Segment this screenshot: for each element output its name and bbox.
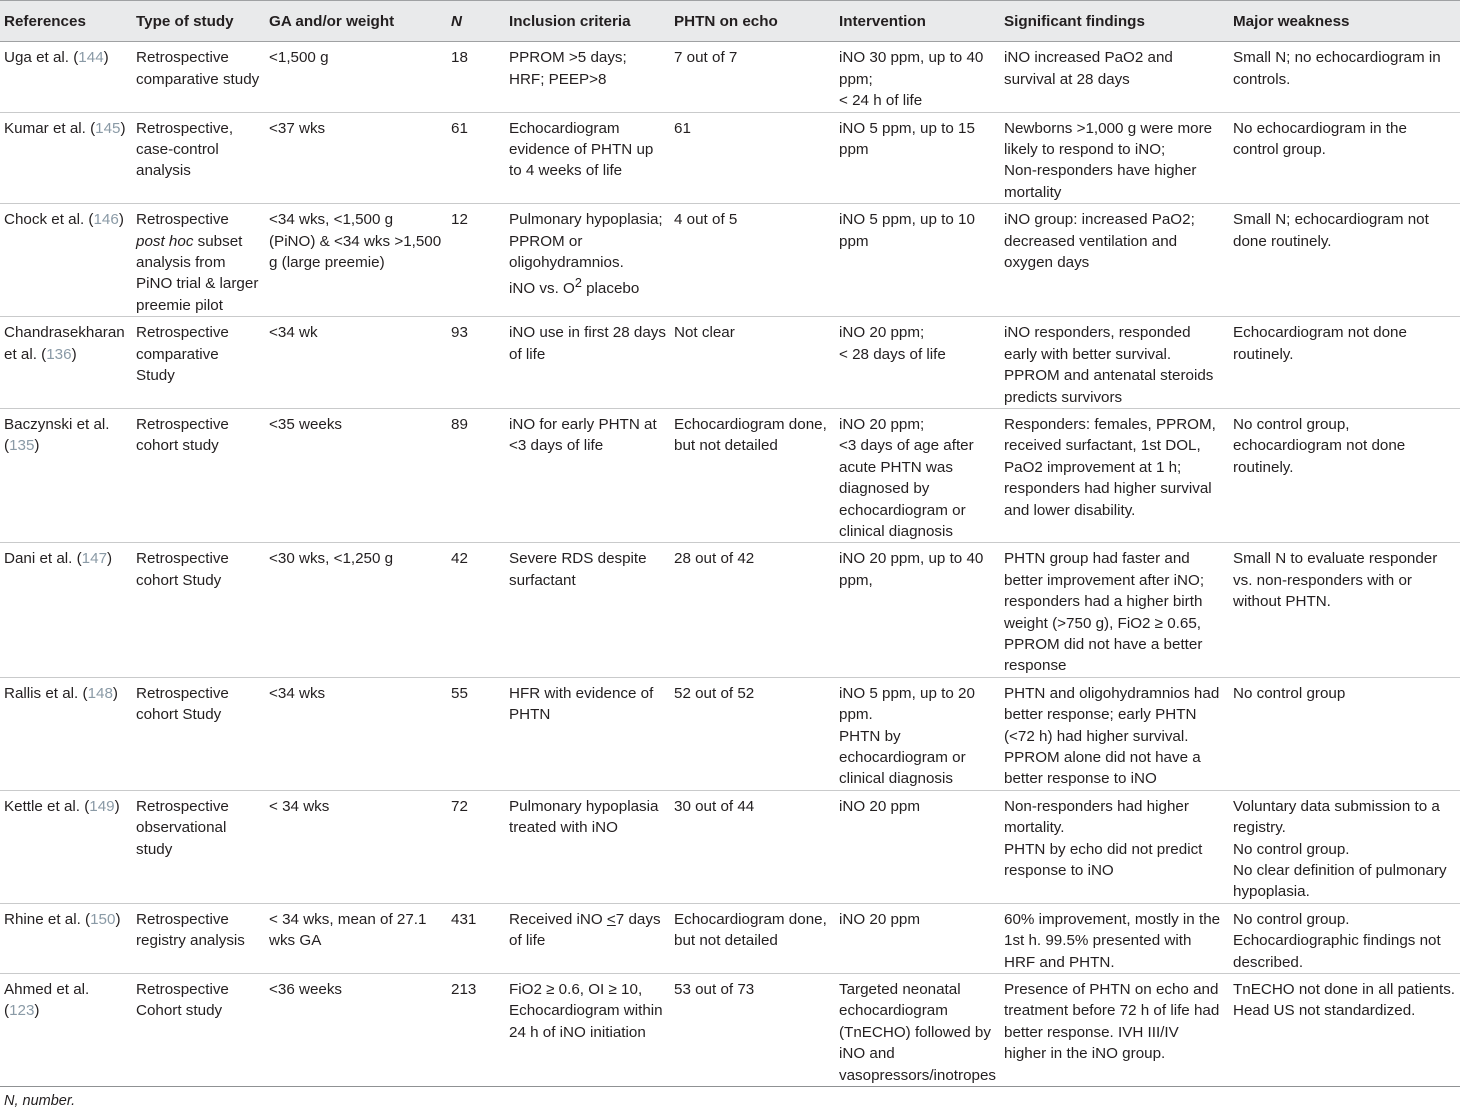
n-value: 213 [451,981,477,999]
n-value: 12 [451,211,468,229]
cell-inclusion-criteria [505,408,670,542]
cell-n [447,112,505,204]
header-references: References [0,1,132,42]
intervention-line: iNO 5 ppm, up to 15 ppm [839,119,975,159]
cell-inclusion-criteria [505,543,670,677]
table-header [0,1,1460,42]
n-value: 93 [451,324,468,342]
header-row [0,1,1460,42]
type-text: Retrospective comparative Study [136,324,229,385]
cell-type-of-study [132,42,265,112]
reference-author: Uga et al. ( [4,49,79,67]
cell-type-of-study [132,408,265,542]
reference-close-paren: ) [71,345,77,363]
cell-type-of-study [132,903,265,973]
header-intervention: Intervention [835,1,1000,42]
weakness-line: Voluntary data submission to a registry. [1233,797,1440,837]
cell-significant-findings [1000,790,1229,903]
header-major-weakness: Major weakness [1229,1,1460,42]
findings-line: Responders: females, PPROM, received surfactant, 1st DOL, PaO2 improvement at 1 h; responders had higher survival and lower disability. [1004,415,1216,519]
n-value: 55 [451,684,468,702]
header-n: N [447,1,505,42]
ga-text: <34 wks [269,684,326,702]
cell-phtn-on-echo [670,204,835,317]
cell-major-weakness [1229,112,1460,204]
findings-line: iNO group: increased PaO2; decreased ventilation and oxygen days [1004,211,1195,272]
cell-inclusion-criteria [505,790,670,903]
cell-intervention [835,677,1000,790]
cell-significant-findings [1000,204,1229,317]
findings-line: Non-responders had higher mortality. [1004,797,1189,837]
cell-phtn-on-echo [670,903,835,973]
findings-line: PPROM alone did not have a better response to iNO [1004,749,1201,788]
cell-major-weakness [1229,543,1460,677]
weakness-line: No control group [1233,684,1346,702]
ga-text: <1,500 g [269,49,329,67]
header-ga-weight: GA and/or weight [265,1,447,42]
findings-line: iNO increased PaO2 and survival at 28 days [1004,49,1173,88]
cell-reference [0,974,132,1087]
cell-type-of-study [132,112,265,204]
findings-line: PHTN and oligohydramnios had better response; early PHTN (<72 h) had higher survival. [1004,684,1220,745]
header-phtn-on-echo: PHTN on echo [670,1,835,42]
type-text: Retrospective cohort Study [136,550,229,589]
ga-text: <30 wks, <1,250 g [269,550,394,568]
cell-ga-weight [265,790,447,903]
phtn-text: 53 out of 73 [674,981,755,999]
intervention-line: <3 days of age after acute PHTN was diagnosed by echocardiogram or clinical diagnosis [839,437,974,540]
cell-type-of-study [132,204,265,317]
cell-major-weakness [1229,317,1460,409]
cell-significant-findings [1000,317,1229,409]
cell-phtn-on-echo [670,42,835,112]
superscript: 2 [574,276,582,291]
reference-author: Ahmed et al. ( [4,981,90,1020]
weakness-line: Small N; no echocardiogram in controls. [1233,49,1441,88]
weakness-line: Small N; echocardiogram not done routinely. [1233,211,1429,250]
n-value: 431 [451,910,477,928]
cell-inclusion-criteria [505,42,670,112]
type-text: Retrospective cohort Study [136,684,229,724]
header-type-of-study: Type of study [132,1,265,42]
intervention-line: iNO 30 ppm, up to 40 ppm; [839,49,984,88]
cell-n [447,974,505,1087]
table-row [0,42,1460,112]
type-text: Retrospective cohort study [136,415,229,455]
inclusion-text: Pulmonary hypoplasia treated with iNO [509,797,659,837]
cell-intervention [835,543,1000,677]
reference-number-link[interactable]: 135 [9,437,35,455]
intervention-line: < 28 days of life [839,345,946,363]
n-value: 72 [451,797,468,815]
ga-text: <37 wks [269,119,326,137]
cell-significant-findings [1000,974,1229,1087]
inclusion-underlined-symbol: < [606,910,616,928]
intervention-line: Targeted neonatal echocardiogram (TnECHO) followed by iNO and vasopressors/inotropes [839,981,997,1084]
phtn-text: Not clear [674,324,735,342]
cell-n [447,42,505,112]
inclusion-line: Pulmonary hypoplasia; PPROM or oligohydramnios. [509,211,663,272]
ga-text: <35 weeks [269,415,343,433]
inclusion-text: Echocardiogram evidence of PHTN up to 4 weeks of life [509,119,654,180]
phtn-text: 30 out of 44 [674,797,755,815]
findings-line: PHTN group had faster and better improvement after iNO; responders had a higher birth weight (>750 g), FiO2 ≥ 0.65, PPROM did not have a better response [1004,550,1205,675]
cell-intervention [835,204,1000,317]
type-text-post: subset analysis from PiNO trial & larger preemie pilot [136,232,259,314]
cell-significant-findings [1000,42,1229,112]
cell-type-of-study [132,790,265,903]
weakness-line: No clear definition of pulmonary hypoplasia. [1233,862,1447,901]
cell-reference [0,408,132,542]
inclusion-text: iNO use in first 28 days of life [509,324,666,363]
cell-type-of-study [132,974,265,1087]
table-footnote: N, number. [4,1093,76,1110]
phtn-text: Echocardiogram done, but not detailed [674,415,827,455]
cell-n [447,790,505,903]
intervention-line: iNO 20 ppm; [839,415,925,433]
cell-major-weakness [1229,903,1460,973]
table-row [0,974,1460,1087]
intervention-line: iNO 20 ppm [839,910,921,928]
ga-text: <36 weeks [269,981,343,999]
inclusion-text-post: 7 days of life [509,910,661,950]
weakness-line: Echocardiogram not done routinely. [1233,324,1407,363]
reference-number-link[interactable]: 148 [87,684,113,702]
n-value: 89 [451,415,468,433]
cell-major-weakness [1229,408,1460,542]
weakness-line: Small N to evaluate responder vs. non-responders with or without PHTN. [1233,550,1438,611]
cell-n [447,543,505,677]
cell-ga-weight [265,543,447,677]
cell-inclusion-criteria [505,204,670,317]
cell-reference [0,677,132,790]
inclusion-text-post: placebo [581,280,640,298]
cell-reference [0,790,132,903]
table-row [0,408,1460,542]
reference-close-paren: ) [34,1002,40,1020]
intervention-line: iNO 5 ppm, up to 10 ppm [839,211,975,250]
cell-major-weakness [1229,42,1460,112]
cell-inclusion-criteria [505,677,670,790]
cell-significant-findings [1000,112,1229,204]
n-value: 42 [451,550,468,568]
inclusion-text: iNO for early PHTN at <3 days of life [509,415,657,455]
n-value: 61 [451,119,468,137]
cell-n [447,903,505,973]
intervention-line: iNO 20 ppm, up to 40 ppm, [839,550,984,589]
reference-number-link[interactable]: 147 [81,550,108,568]
weakness-line: No control group. [1233,910,1350,928]
phtn-text: 61 [674,119,691,137]
weakness-line: Echocardiographic findings not described. [1233,932,1441,971]
cell-ga-weight [265,317,447,409]
reference-number-link[interactable]: 149 [89,797,115,815]
weakness-line: No control group, echocardiogram not done routinely. [1233,415,1406,476]
cell-intervention [835,317,1000,409]
cell-inclusion-criteria [505,903,670,973]
cell-major-weakness [1229,974,1460,1087]
cell-phtn-on-echo [670,112,835,204]
cell-type-of-study [132,317,265,409]
table-row [0,677,1460,790]
reference-author: Rallis et al. ( [4,684,88,702]
cell-intervention [835,42,1000,112]
cell-phtn-on-echo [670,317,835,409]
reference-author: Baczynski et al. ( [4,415,110,455]
inclusion-text: PPROM >5 days; HRF; PEEP>8 [509,49,627,88]
cell-ga-weight [265,42,447,112]
reference-number-link[interactable]: 123 [9,1002,35,1020]
reference-close-paren: ) [112,684,118,702]
cell-significant-findings [1000,903,1229,973]
cell-significant-findings [1000,677,1229,790]
inclusion-text: FiO2 ≥ 0.6, OI ≥ 10, Echocardiogram within 24 h of iNO initiation [509,981,663,1041]
cell-reference [0,317,132,409]
cell-type-of-study [132,677,265,790]
reference-close-paren: ) [115,910,121,928]
cell-type-of-study [132,543,265,677]
ga-text: <34 wk [269,324,318,342]
phtn-text: 52 out of 52 [674,684,755,702]
type-text-italic: post hoc [136,232,194,250]
intervention-line: PHTN by echocardiogram or clinical diagnosis [839,727,966,788]
weakness-line: TnECHO not done in all patients. [1233,981,1456,999]
cell-phtn-on-echo [670,790,835,903]
cell-reference [0,112,132,204]
phtn-text: 7 out of 7 [674,49,738,67]
cell-ga-weight [265,974,447,1087]
cell-intervention [835,974,1000,1087]
reference-number-link[interactable]: 146 [93,211,119,229]
inclusion-text-pre: iNO vs. O [509,280,575,298]
cell-n [447,677,505,790]
ga-text: <34 wks, <1,500 g (PiNO) & <34 wks >1,500 g (large preemie) [269,211,442,272]
cell-significant-findings [1000,543,1229,677]
cell-major-weakness [1229,677,1460,790]
cell-inclusion-criteria [505,317,670,409]
cell-intervention [835,112,1000,204]
cell-ga-weight [265,204,447,317]
ga-text: < 34 wks, mean of 27.1 wks GA [269,910,427,950]
cell-reference [0,543,132,677]
phtn-text: 4 out of 5 [674,211,738,229]
table-row [0,903,1460,973]
cell-reference [0,204,132,317]
reference-close-paren: ) [118,211,124,229]
intervention-line: < 24 h of life [839,92,923,110]
weakness-line: No echocardiogram in the control group. [1233,119,1407,159]
intervention-line: iNO 20 ppm; [839,324,925,342]
reference-author: Kettle et al. ( [4,797,90,815]
type-text: Retrospective registry analysis [136,910,245,950]
table-row [0,543,1460,677]
reference-author: Chock et al. ( [4,211,94,229]
cell-phtn-on-echo [670,543,835,677]
table-row [0,317,1460,409]
intervention-line: iNO 20 ppm [839,797,921,815]
cell-reference [0,903,132,973]
reference-close-paren: ) [120,119,126,137]
inclusion-line-with-superscript [509,273,666,299]
reference-close-paren: ) [107,550,113,568]
header-significant-findings: Significant findings [1000,1,1229,42]
cell-n [447,408,505,542]
cell-ga-weight [265,408,447,542]
inclusion-text: HFR with evidence of PHTN [509,684,654,724]
table-row [0,204,1460,317]
reference-close-paren: ) [34,437,40,455]
type-text: Retrospective comparative study [136,49,260,88]
findings-line: PPROM and antenatal steroids predicts survivors [1004,367,1214,406]
reference-close-paren: ) [114,797,120,815]
cell-phtn-on-echo [670,677,835,790]
type-text-pre: Retrospective [136,211,229,229]
findings-line: Non-responders have higher mortality [1004,162,1197,201]
table-row [0,790,1460,903]
reference-author: Chandrasekharan et al. ( [4,324,125,363]
cell-ga-weight [265,677,447,790]
header-inclusion-criteria: Inclusion criteria [505,1,670,42]
cell-phtn-on-echo [670,974,835,1087]
reference-close-paren: ) [103,49,109,67]
findings-line: Presence of PHTN on echo and treatment before 72 h of life had better response. IVH III/IV higher in the iNO group. [1004,981,1220,1063]
ga-text: < 34 wks [269,797,330,815]
reference-number-link[interactable]: 144 [78,49,104,67]
type-text: Retrospective observational study [136,797,229,858]
inclusion-text: Severe RDS despite surfactant [509,550,647,589]
findings-line: 60% improvement, mostly in the 1st h. 99.5% presented with HRF and PHTN. [1004,910,1221,971]
cell-major-weakness [1229,204,1460,317]
cell-reference [0,42,132,112]
cell-n [447,204,505,317]
findings-line: Newborns >1,000 g were more likely to respond to iNO; [1004,119,1213,159]
cell-intervention [835,408,1000,542]
cell-major-weakness [1229,790,1460,903]
cell-ga-weight [265,903,447,973]
reference-author: Dani et al. ( [4,550,82,568]
weakness-line: No control group. [1233,840,1350,858]
cell-intervention [835,790,1000,903]
phtn-text: Echocardiogram done, but not detailed [674,910,827,950]
intervention-line: iNO 5 ppm, up to 20 ppm. [839,684,975,724]
type-text: Retrospective Cohort study [136,981,229,1020]
table-body [0,42,1460,1087]
reference-number-link[interactable]: 150 [90,910,116,928]
reference-number-link[interactable]: 136 [46,345,72,363]
inclusion-text-pre: Received iNO [509,910,607,928]
table-row [0,112,1460,204]
cell-n [447,317,505,409]
cell-intervention [835,903,1000,973]
cell-phtn-on-echo [670,408,835,542]
type-text: Retrospective, case-control analysis [136,119,234,180]
findings-line: PHTN by echo did not predict response to iNO [1004,840,1203,880]
reference-author: Kumar et al. ( [4,119,96,137]
cell-ga-weight [265,112,447,204]
cell-inclusion-criteria [505,974,670,1087]
phtn-text: 28 out of 42 [674,550,755,568]
findings-line: iNO responders, responded early with better survival. [1004,324,1191,363]
n-value: 18 [451,49,468,67]
reference-author: Rhine et al. ( [4,910,91,928]
cell-significant-findings [1000,408,1229,542]
reference-number-link[interactable]: 145 [95,119,121,137]
cell-inclusion-criteria [505,112,670,204]
weakness-line: Head US not standardized. [1233,1002,1416,1020]
